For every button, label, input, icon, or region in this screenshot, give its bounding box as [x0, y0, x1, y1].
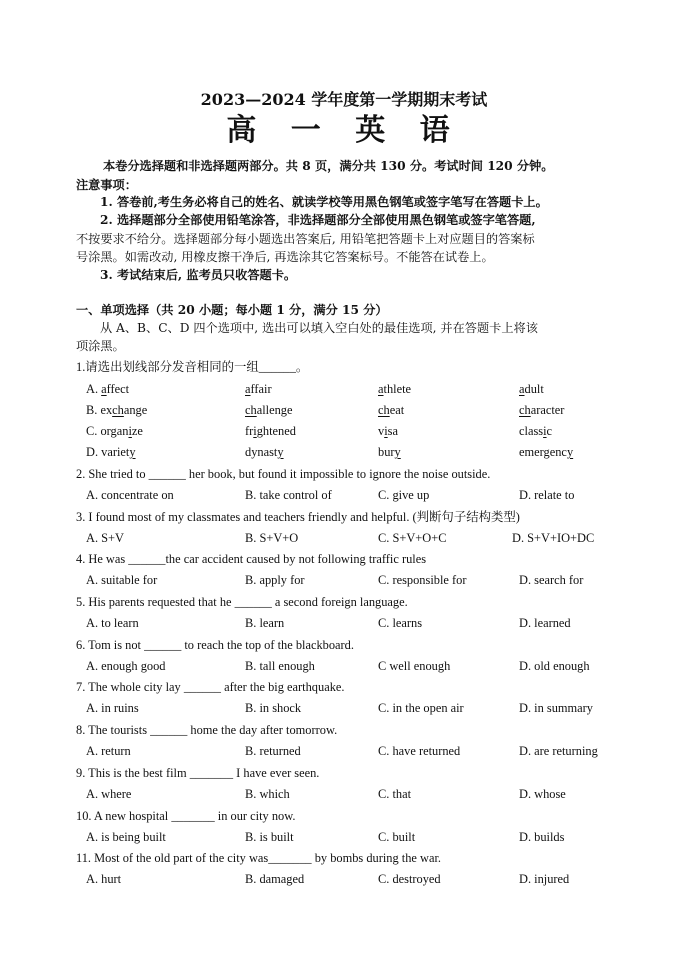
q1-option-word: affair: [245, 382, 272, 396]
exam-summary: 本卷分选择题和非选择题两部分。共 8 页，满分共 130 分。考试时间 120 分钟。: [103, 159, 554, 173]
question-stem: 6. Tom is not ______ to reach the top of the blackboard.: [76, 638, 354, 652]
subject-title: 高 一 英 语: [226, 113, 462, 148]
answer-option: C. responsible for: [378, 573, 467, 587]
answer-option: B. learn: [245, 616, 285, 630]
answer-option: D. relate to: [519, 488, 575, 502]
answer-option: B. which: [245, 787, 290, 801]
answer-option: A. return: [86, 744, 131, 758]
answer-option: A. concentrate on: [86, 488, 174, 502]
answer-option: B. take control of: [245, 488, 332, 502]
q1-option-word: A. affect: [86, 382, 130, 396]
answer-option: A. hurt: [86, 872, 122, 886]
answer-option: C. in the open air: [378, 701, 464, 715]
answer-option: B. damaged: [245, 872, 305, 886]
answer-option: C. have returned: [378, 744, 461, 758]
answer-option: C. learns: [378, 616, 423, 630]
q1-option-word: classic: [519, 424, 553, 438]
note-2-line-3: 号涂黑。如需改动, 用橡皮擦干净后, 再选涂其它答案标号。不能答在试卷上。: [76, 250, 494, 264]
answer-option: C. give up: [378, 488, 430, 502]
answer-option: B. returned: [245, 744, 301, 758]
q1-option-word: B. exchange: [86, 403, 148, 417]
answer-option: A. where: [86, 787, 132, 801]
answer-option: B. tall enough: [245, 659, 315, 673]
answer-option: C. that: [378, 787, 412, 801]
section-instruction-line-2: 项涂黑。: [76, 339, 125, 353]
answer-option: C. S+V+O+C: [378, 531, 447, 545]
question-stem: 4. He was ______the car accident caused by not following traffic rules: [76, 552, 427, 566]
question-stem: 7. The whole city lay ______ after the big earthquake.: [76, 680, 345, 694]
question-stem: 3. I found most of my classmates and teachers friendly and helpful. (判断句子结构类型): [76, 510, 520, 524]
answer-option: A. in ruins: [86, 701, 139, 715]
answer-option: C. destroyed: [378, 872, 441, 886]
q1-option-word: frightened: [245, 424, 296, 438]
q1-option-word: athlete: [378, 382, 412, 396]
note-2-line-1: 2. 选择题部分全部使用铅笔涂答，非选择题部分全部使用黑色钢笔或签字笔答题,: [100, 213, 536, 227]
answer-option: D. search for: [519, 573, 584, 587]
q1-option-word: C. organize: [86, 424, 143, 438]
answer-option: A. S+V: [86, 531, 124, 545]
answer-option: B. S+V+O: [245, 531, 299, 545]
notes-label: 注意事项：: [76, 178, 137, 192]
section-instruction-line-1: 从 A、B、C、D 四个选项中, 选出可以填入空白处的最佳选项, 并在答题卡上将该: [100, 321, 538, 335]
exam-title: 2023—2024 学年度第一学期期末考试: [200, 90, 488, 109]
answer-option: A. enough good: [86, 659, 166, 673]
q1-option-word: adult: [519, 382, 544, 396]
answer-option: B. is built: [245, 830, 294, 844]
answer-option: A. is being built: [86, 830, 166, 844]
q1-option-word: bury: [378, 445, 401, 459]
q1-option-word: D. variety: [86, 445, 136, 459]
question-stem: 9. This is the best film _______ I have ever seen.: [76, 766, 320, 780]
q1-option-word: dynasty: [245, 445, 284, 459]
question-stem: 5. His parents requested that he ______ a second foreign language.: [76, 595, 408, 609]
question-stem: 2. She tried to ______ her book, but found it impossible to ignore the noise outside.: [76, 467, 491, 481]
answer-option: D. builds: [519, 830, 565, 844]
answer-option: C. built: [378, 830, 416, 844]
section-heading: 一、单项选择（共 20 小题；每小题 1 分，满分 15 分）: [76, 303, 388, 317]
q1-option-word: character: [519, 403, 565, 417]
note-2-line-2: 不按要求不给分。选择题部分每小题选出答案后, 用铅笔把答题卡上对应题目的答案标: [76, 232, 535, 246]
answer-option: D. S+V+IO+DC: [512, 531, 595, 545]
question-stem: 1.请选出划线部分发音相同的一组______。: [76, 360, 309, 374]
note-1: 1. 答卷前,考生务必将自己的姓名、就读学校等用黑色钢笔或签字笔写在答题卡上。: [100, 195, 548, 209]
q1-option-word: emergency: [519, 445, 574, 459]
answer-option: D. old enough: [519, 659, 590, 673]
answer-option: D. are returning: [519, 744, 598, 758]
answer-option: D. in summary: [519, 701, 593, 715]
answer-option: D. whose: [519, 787, 566, 801]
answer-option: A. suitable for: [86, 573, 158, 587]
answer-option: C well enough: [378, 659, 451, 673]
question-stem: 11. Most of the old part of the city was_______ by bombs during the war.: [76, 851, 442, 865]
answer-option: A. to learn: [86, 616, 139, 630]
answer-option: D. learned: [519, 616, 571, 630]
note-3: 3. 考试结束后, 监考员只收答题卡。: [100, 268, 297, 282]
question-stem: 10. A new hospital _______ in our city now.: [76, 809, 296, 823]
answer-option: D. injured: [519, 872, 570, 886]
q1-option-word: challenge: [245, 403, 293, 417]
answer-option: B. in shock: [245, 701, 302, 715]
question-stem: 8. The tourists ______ home the day after tomorrow.: [76, 723, 338, 737]
answer-option: B. apply for: [245, 573, 305, 587]
q1-option-word: cheat: [378, 403, 405, 417]
q1-option-word: visa: [378, 424, 398, 438]
